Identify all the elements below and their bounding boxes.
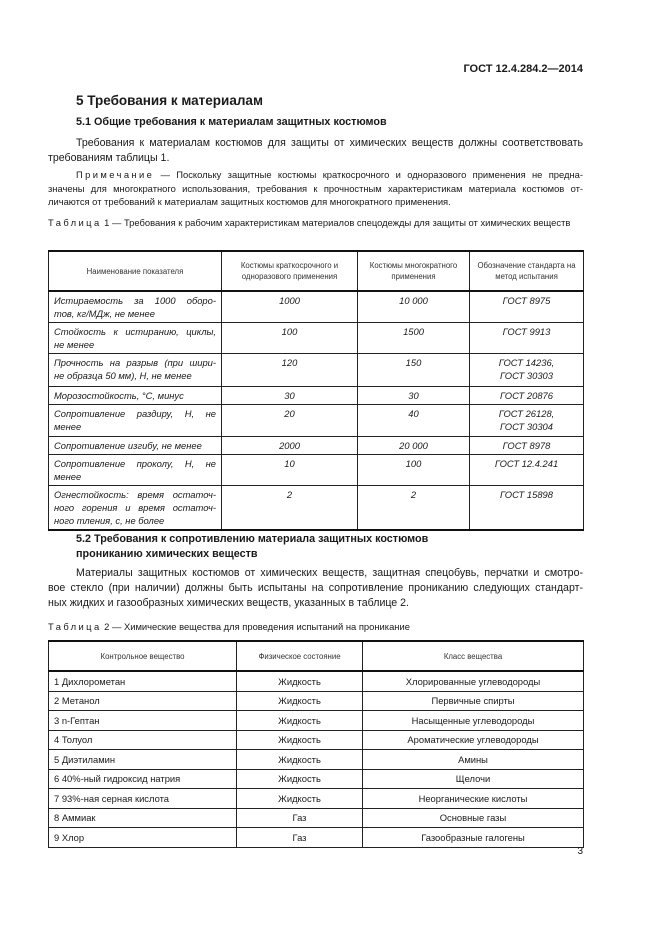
title-line: прониканию химических веществ	[76, 548, 258, 560]
multi-use-value: 10 000	[358, 291, 470, 323]
table-row	[49, 354, 584, 387]
multi-use-value: 1500	[358, 323, 470, 354]
substance-class: Первичные спирты	[363, 691, 584, 711]
substance-class: Щелочи	[363, 769, 584, 789]
table-2	[48, 640, 584, 848]
indicator-name	[49, 387, 222, 405]
table-row	[49, 691, 584, 711]
document-number: ГОСТ 12.4.284.2—2014	[463, 63, 583, 75]
text-line: ГОСТ 15898	[500, 489, 553, 500]
physical-state: Газ	[237, 808, 363, 828]
page-number: 3	[577, 846, 583, 857]
substance-class: Хлорированные углеводороды	[363, 671, 584, 691]
table-1-caption	[48, 216, 583, 229]
text-line: Прочность на разрыв (при шири-	[54, 357, 216, 368]
table-row	[49, 671, 584, 691]
text-line: ных жидких и газообразных химических веществ, указанных в таблице 2.	[48, 597, 409, 609]
text-line: менее	[54, 421, 82, 432]
table-row	[49, 323, 584, 354]
substance-class: Насыщенные углеводороды	[363, 711, 584, 731]
text-line: требованиям таблицы 1.	[48, 152, 170, 164]
substance-name: 1 Дихлорометан	[49, 671, 237, 691]
text-line: ГОСТ 26128,	[498, 408, 555, 419]
text-line: Сопротивление раздиру, Н, не	[54, 408, 216, 419]
text-line: Истираемость за 1000 оборо-	[54, 295, 216, 306]
substance-class: Основные газы	[363, 808, 584, 828]
multi-use-value: 20 000	[358, 437, 470, 455]
text-line: Требования к материалам костюмов для защиты от химических веществ должны соответствовать	[76, 137, 583, 149]
table-row	[49, 711, 584, 731]
short-term-value: 2000	[222, 437, 358, 455]
physical-state: Газ	[237, 828, 363, 848]
table-row	[49, 789, 584, 809]
table-row	[49, 750, 584, 770]
text-line: не образца 50 мм), Н, не менее	[54, 370, 192, 381]
table-row	[49, 769, 584, 789]
section-5-2-paragraph	[48, 566, 583, 611]
indicator-name	[49, 323, 222, 354]
text-line: ГОСТ 30303	[500, 370, 553, 381]
test-standard	[470, 405, 584, 437]
indicator-name	[49, 354, 222, 387]
text-line: значены для многократного использования, требования к прочностным характеристикам материала костюмов от-	[48, 182, 583, 194]
test-standard	[470, 323, 584, 354]
text-line: Огнестойкость: время остаточ-	[54, 489, 216, 500]
section-5-1-paragraph	[48, 136, 583, 166]
indicator-name	[49, 291, 222, 323]
text-line: ГОСТ 30304	[500, 421, 553, 432]
text-line: тов, кг/МДж, не менее	[54, 308, 155, 319]
text-line: вое стекло (при наличии) должны быть испытаны на сопротивление прониканию следующих стандарт-	[48, 582, 583, 594]
test-standard	[470, 437, 584, 455]
text-line: менее	[54, 471, 82, 482]
table-row	[49, 405, 584, 437]
note-text: — Поскольку защитные костюмы краткосрочного и одноразового применения не предна-	[154, 169, 583, 180]
short-term-value: 10	[222, 455, 358, 486]
column-header: Контрольное вещество	[49, 641, 237, 671]
table-row	[49, 455, 584, 486]
table-row	[49, 387, 584, 405]
multi-use-value: 30	[358, 387, 470, 405]
indicator-name	[49, 437, 222, 455]
table-row	[49, 730, 584, 750]
text-line: Сопротивление проколу, Н, не	[54, 458, 216, 469]
note-label: Примечание	[76, 169, 155, 180]
short-term-value: 30	[222, 387, 358, 405]
caption-text: 1 — Требования к рабочим характеристикам материалов спецодежды для защиты от химических веществ	[101, 217, 571, 228]
short-term-value: 100	[222, 323, 358, 354]
multi-use-value: 2	[358, 486, 470, 531]
physical-state: Жидкость	[237, 711, 363, 731]
test-standard	[470, 291, 584, 323]
text-line: ГОСТ 9913	[502, 326, 551, 337]
note	[48, 168, 583, 209]
substance-name: 5 Диэтиламин	[49, 750, 237, 770]
substance-name: 3 n-Гептан	[49, 711, 237, 731]
physical-state: Жидкость	[237, 730, 363, 750]
multi-use-value: 150	[358, 354, 470, 387]
column-header: Костюмы многократного применения	[358, 251, 470, 291]
column-header: Класс вещества	[363, 641, 584, 671]
table-2-caption	[48, 620, 583, 633]
substance-name: 4 Толуол	[49, 730, 237, 750]
table-header-row	[49, 641, 584, 671]
text-line: Материалы защитных костюмов от химических веществ, защитная спецобувь, перчатки и смотро-	[76, 567, 583, 579]
title-line: 5.2 Требования к сопротивлению материала защитных костюмов	[76, 533, 429, 545]
table-header-row	[49, 251, 584, 291]
text-line: Морозостойкость, °С, минус	[54, 390, 184, 401]
text-line: ного тления, с, не более	[54, 515, 165, 526]
text-line: Стойкость к истиранию, циклы,	[54, 326, 216, 337]
indicator-name	[49, 486, 222, 531]
substance-name: 2 Метанол	[49, 691, 237, 711]
section-5-title: 5 Требования к материалам	[76, 93, 263, 108]
substance-name: 8 Аммиак	[49, 808, 237, 828]
test-standard	[470, 486, 584, 531]
section-5-1-title: 5.1 Общие требования к материалам защитных костюмов	[76, 116, 387, 128]
table-1	[48, 250, 584, 531]
text-line: ного горения и время остаточ-	[54, 502, 216, 513]
physical-state: Жидкость	[237, 671, 363, 691]
substance-name: 7 93%-ная серная кислота	[49, 789, 237, 809]
test-standard	[470, 455, 584, 486]
text-line: личаются от требований к материалам защитных костюмов для многократного применения.	[48, 196, 451, 207]
caption-text: 2 — Химические вещества для проведения испытаний на проникание	[101, 621, 410, 632]
table-row	[49, 437, 584, 455]
indicator-name	[49, 405, 222, 437]
substance-class: Газообразные галогены	[363, 828, 584, 848]
substance-name: 9 Хлор	[49, 828, 237, 848]
substance-name: 6 40%-ный гидроксид натрия	[49, 769, 237, 789]
column-header: Костюмы краткосрочного и одноразового применения	[222, 251, 358, 291]
physical-state: Жидкость	[237, 769, 363, 789]
column-header: Обозначение стандарта на метод испытания	[470, 251, 584, 291]
text-line: ГОСТ 8975	[502, 295, 551, 306]
short-term-value: 2	[222, 486, 358, 531]
physical-state: Жидкость	[237, 789, 363, 809]
multi-use-value: 100	[358, 455, 470, 486]
short-term-value: 20	[222, 405, 358, 437]
text-line: ГОСТ 12.4.241	[494, 458, 559, 469]
caption-label: Таблица	[48, 217, 102, 228]
table-row	[49, 828, 584, 848]
physical-state: Жидкость	[237, 750, 363, 770]
text-line	[48, 168, 583, 182]
substance-class: Амины	[363, 750, 584, 770]
short-term-value: 1000	[222, 291, 358, 323]
text-line: ГОСТ 14236,	[498, 357, 555, 368]
test-standard	[470, 354, 584, 387]
substance-class: Ароматические углеводороды	[363, 730, 584, 750]
substance-class: Неорганические кислоты	[363, 789, 584, 809]
short-term-value: 120	[222, 354, 358, 387]
indicator-name	[49, 455, 222, 486]
column-header: Физическое состояние	[237, 641, 363, 671]
table-row	[49, 808, 584, 828]
column-header: Наименование показателя	[49, 251, 222, 291]
text-line: Сопротивление изгибу, не менее	[54, 440, 202, 451]
table-row	[49, 291, 584, 323]
multi-use-value: 40	[358, 405, 470, 437]
table-row	[49, 486, 584, 531]
text-line: ГОСТ 8978	[502, 440, 551, 451]
text-line: ГОСТ 20876	[500, 390, 553, 401]
physical-state: Жидкость	[237, 691, 363, 711]
section-5-2-title	[76, 532, 428, 562]
text-line: не менее	[54, 339, 95, 350]
test-standard	[470, 387, 584, 405]
caption-label: Таблица	[48, 621, 102, 632]
